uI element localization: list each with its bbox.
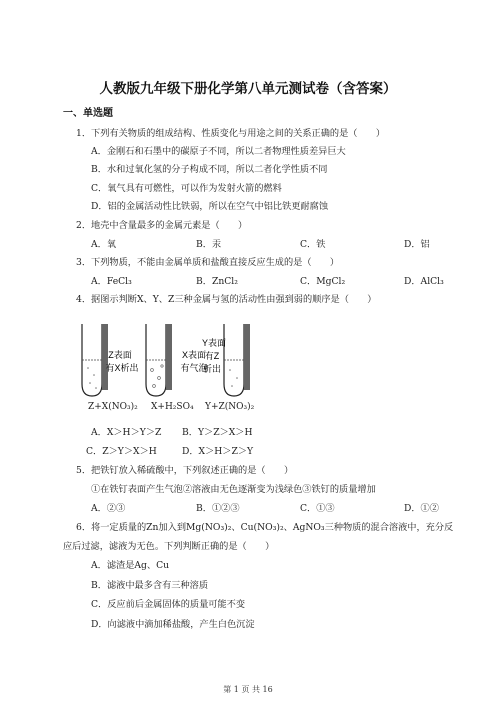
question-5-stem: 5．把铁钉放入稀硫酸中，下列叙述正确的是（ ） bbox=[76, 465, 294, 476]
section-heading: 一、单选题 bbox=[63, 108, 113, 119]
question-6-stem-line1: 6．将一定质量的Zn加入到Mg(NO₃)₂、Cu(NO₃)₂、AgNO₃三种物质的混合溶液中，充分反 bbox=[76, 522, 454, 533]
question-3-option-c: C．MgCl₂ bbox=[300, 276, 346, 287]
question-1-option-c: C．氧气具有可燃性，可以作为发射火箭的燃料 bbox=[91, 183, 282, 194]
question-5-option-c: C．①③ bbox=[300, 503, 335, 514]
question-1-option-d: D．铝的金属活动性比铁弱，所以在空气中铝比铁更耐腐蚀 bbox=[91, 201, 329, 212]
question-6-option-c: C．反应前后金属固体的质量可能不变 bbox=[91, 599, 246, 610]
question-4-option-b: B．Y＞Z＞X＞H bbox=[182, 427, 253, 438]
question-6-option-b: B．滤液中最多含有三种溶质 bbox=[91, 580, 209, 591]
question-6-option-d: D．向滤液中滴加稀盐酸，产生白色沉淀 bbox=[91, 619, 255, 630]
question-2-option-d: D．铝 bbox=[404, 239, 430, 250]
question-2-option-b: B．汞 bbox=[196, 239, 222, 250]
question-6-stem-line2: 应后过滤，滤液为无色。下列判断正确的是（ ） bbox=[63, 541, 275, 552]
page-title: 人教版九年级下册化学第八单元测试卷（含答案） bbox=[99, 81, 397, 97]
question-3-option-d: D．AlCl₃ bbox=[404, 276, 444, 287]
question-5-statements: ①在铁钉表面产生气泡②溶液由无色逐渐变为浅绿色③铁钉的质量增加 bbox=[91, 484, 376, 495]
question-3-option-b: B．ZnCl₂ bbox=[196, 276, 238, 287]
question-6-option-a: A．滤渣是Ag、Cu bbox=[91, 560, 170, 571]
question-1-stem: 1．下列有关物质的组成结构、性质变化与用途之间的关系正确的是（ ） bbox=[76, 128, 386, 139]
question-2-stem: 2．地壳中含量最多的金属元素是（ ） bbox=[76, 220, 248, 231]
tube-3-caption: Y+Z(NO₃)₂ bbox=[205, 402, 255, 412]
question-5-option-a: A．②③ bbox=[91, 503, 126, 514]
question-4-stem: 4．据图示判断X、Y、Z三种金属与氢的活动性由强到弱的顺序是（ ） bbox=[76, 294, 377, 305]
tube-3-label-line3: 析出 bbox=[202, 364, 222, 374]
tube-1-label-line1: Z表面 bbox=[108, 350, 132, 360]
question-2-option-a: A．氧 bbox=[91, 239, 117, 250]
page-footer: 第 1 页 共 16 bbox=[223, 685, 273, 694]
test-tubes-figure bbox=[80, 320, 280, 410]
question-1-option-b: B．水和过氧化氢的分子构成不同，所以二者化学性质不同 bbox=[91, 164, 328, 175]
tube-1-caption: Z+X(NO₃)₂ bbox=[88, 402, 138, 412]
tube-2-label-line2: 有气泡 bbox=[180, 363, 208, 373]
tube-2-label-line1: X表面 bbox=[181, 350, 207, 360]
question-2-option-c: C．铁 bbox=[300, 239, 326, 250]
question-4-option-c: C．Z＞Y＞X＞H bbox=[86, 446, 157, 457]
tube-3-label-line2: 有Z bbox=[204, 351, 220, 361]
question-1-option-a: A．金刚石和石墨中的碳原子不同，所以二者物理性质差异巨大 bbox=[91, 146, 346, 157]
tube-3-label-line1: Y表面 bbox=[201, 338, 227, 348]
tube-1-label-line2: 有X析出 bbox=[105, 363, 139, 373]
question-3-stem: 3．下列物质，不能由金属单质和盐酸直接反应生成的是（ ） bbox=[76, 257, 340, 268]
question-5-option-b: B．①②③ bbox=[196, 503, 240, 514]
question-3-option-a: A．FeCl₃ bbox=[91, 276, 132, 287]
question-4-option-a: A．X＞H＞Y＞Z bbox=[91, 427, 162, 438]
question-5-option-d: D．①② bbox=[404, 503, 439, 514]
tube-2-caption: X+H₂SO₄ bbox=[151, 402, 194, 412]
question-4-option-d: D．X＞H＞Z＞Y bbox=[182, 446, 254, 457]
